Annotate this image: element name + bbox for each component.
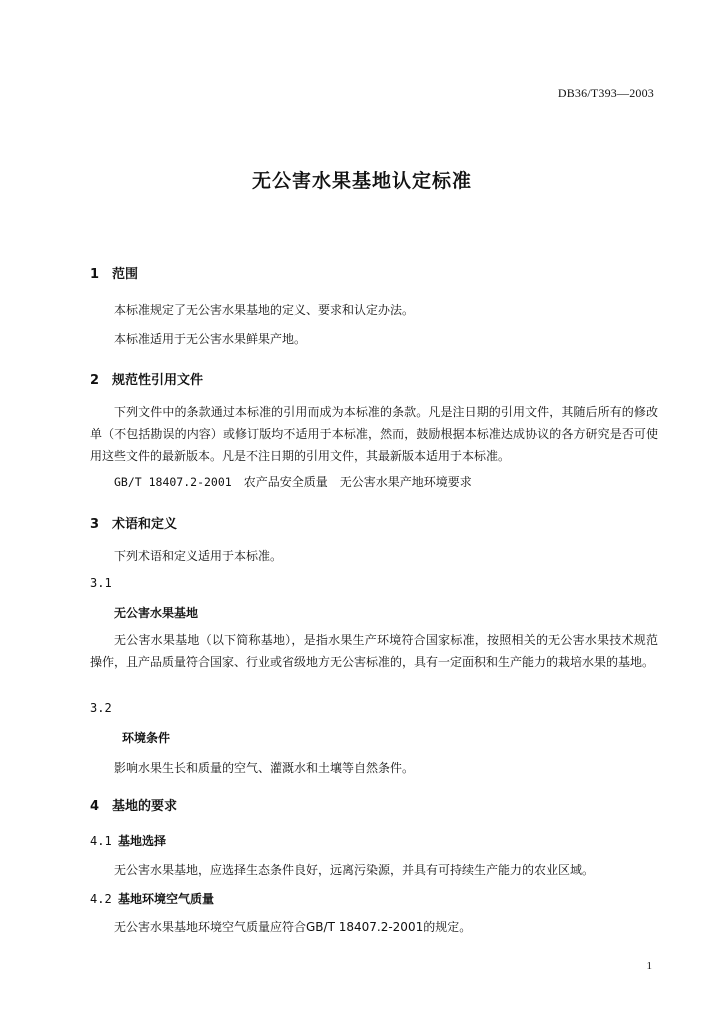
- section-3-title: 术语和定义: [112, 517, 178, 532]
- section-3-intro: 下列术语和定义适用于本标准。: [114, 549, 283, 563]
- section-3-heading: [90, 513, 177, 532]
- subsection-4-1-title: 基地选择: [118, 834, 167, 848]
- term-3-1-number: 3.1: [90, 576, 112, 590]
- normative-reference: [114, 473, 472, 490]
- section-1-number: 1: [90, 267, 100, 282]
- section-4-number: 4: [90, 799, 100, 814]
- term-3-1-name: 无公害水果基地: [114, 606, 199, 620]
- page-number: 1: [646, 960, 652, 972]
- section-2-paragraph: 下列文件中的条款通过本标准的引用而成为本标准的条款。凡是注日期的引用文件，其随后所有的修改单（不包括勘误的内容）或修订版均不适用于本标准，然而，鼓励根据本标准达成协议的各方研究是否可使用这些文件的最新版本。凡是不注日期的引用文件，其最新版本适用于本标准。: [90, 405, 658, 463]
- subsection-4-2-title: 基地环境空气质量: [118, 892, 215, 906]
- section-4-title: 基地的要求: [112, 799, 178, 814]
- document-title: 无公害水果基地认定标准: [251, 170, 472, 192]
- subsection-4-1-heading: [90, 832, 166, 849]
- section-4-heading: [90, 795, 177, 814]
- term-3-1-definition: 无公害水果基地（以下简称基地），是指水果生产环境符合国家标准，按照相关的无公害水果技术规范操作，且产品质量符合国家、行业或省级地方无公害标准的，具有一定面积和生产能力的栽培水果的基地。: [90, 633, 658, 669]
- section-2-title: 规范性引用文件: [112, 373, 204, 388]
- section-1-line-2: 本标准适用于无公害水果鲜果产地。: [114, 332, 307, 346]
- standard-code: DB36/T393—2003: [557, 86, 654, 100]
- term-3-2-definition: 影响水果生长和质量的空气、灌溉水和土壤等自然条件。: [114, 761, 415, 775]
- subsection-4-1-text: 无公害水果基地，应选择生态条件良好，远离污染源，并具有可持续生产能力的农业区域。: [114, 863, 595, 877]
- section-2-number: 2: [90, 373, 100, 388]
- reference-code: GB/T 18407.2-2001: [114, 475, 232, 489]
- reference-title-part-1: 农产品安全质量: [243, 475, 328, 489]
- reference-title-part-2: 无公害水果产地环境要求: [339, 475, 472, 489]
- section-1-heading: [90, 263, 138, 282]
- subsection-4-2-number: 4.2: [90, 892, 112, 906]
- section-1-title: 范围: [112, 267, 139, 282]
- subsection-4-2-text: 无公害水果基地环境空气质量应符合GB/T 18407.2-2001的规定。: [114, 920, 472, 934]
- subsection-4-1-number: 4.1: [90, 834, 112, 848]
- section-3-number: 3: [90, 517, 100, 532]
- term-3-2-number: 3.2: [90, 701, 112, 715]
- subsection-4-2-heading: [90, 890, 214, 907]
- section-1-line-1: 本标准规定了无公害水果基地的定义、要求和认定办法。: [114, 303, 415, 317]
- term-3-2-name: 环境条件: [122, 731, 171, 745]
- section-2-heading: [90, 369, 203, 388]
